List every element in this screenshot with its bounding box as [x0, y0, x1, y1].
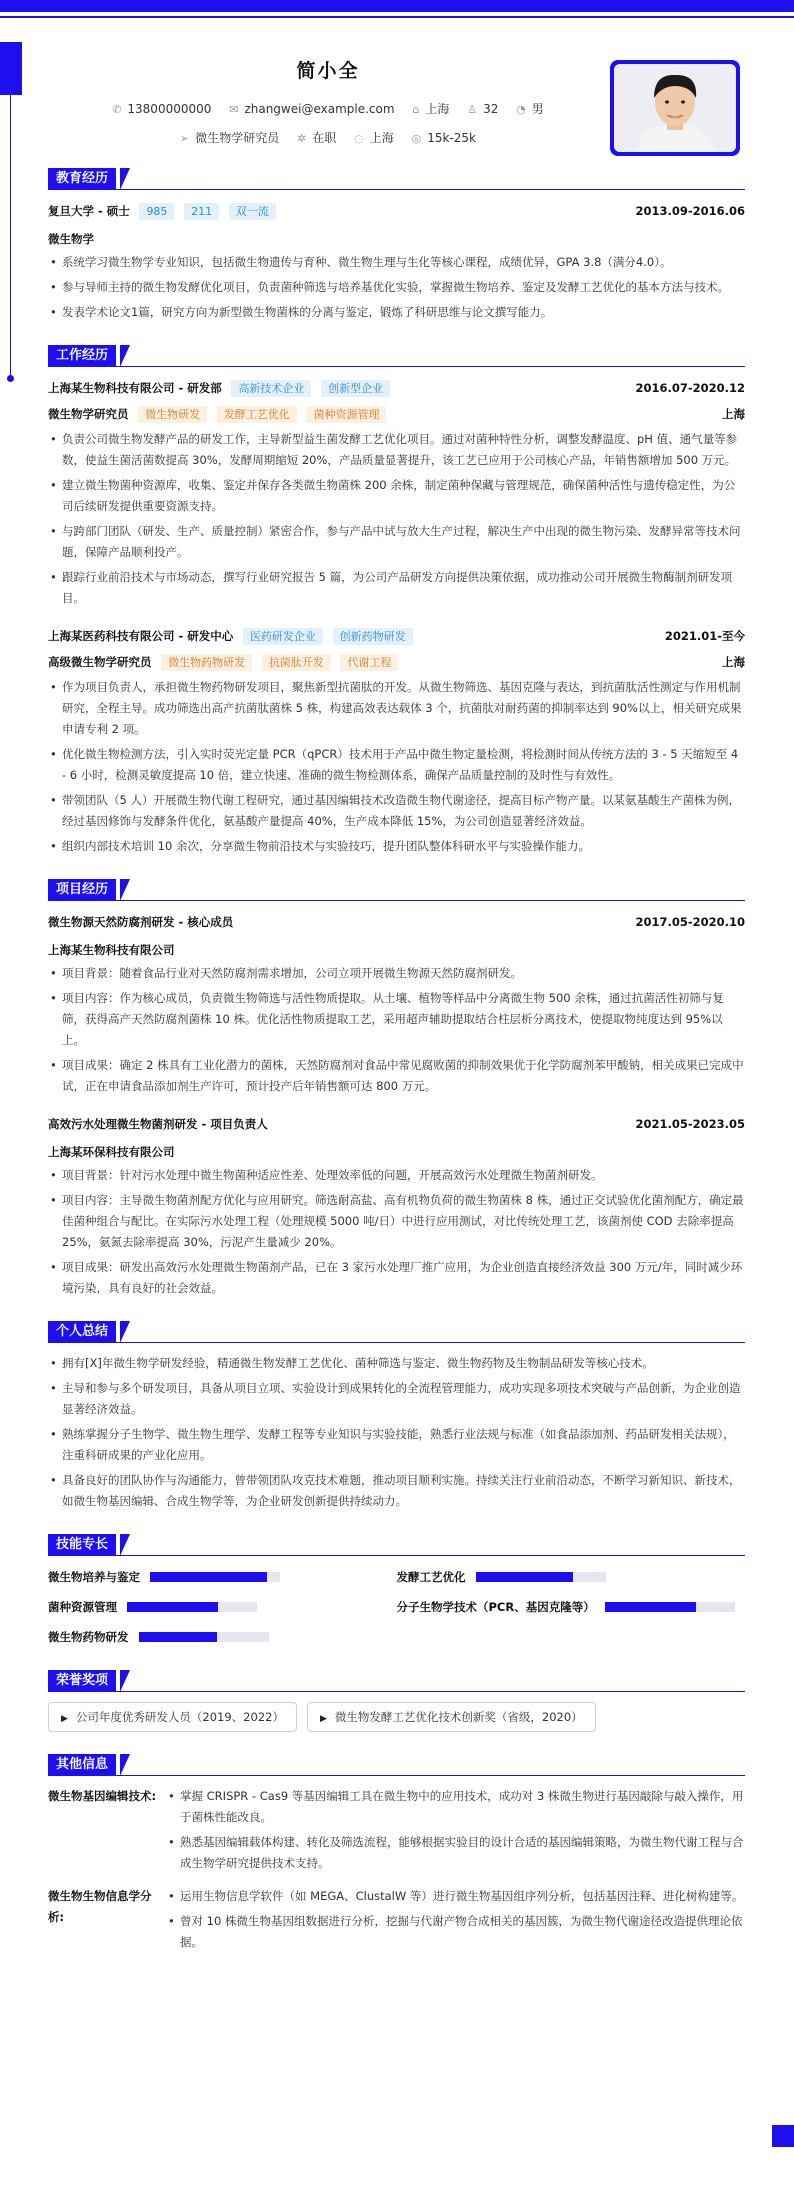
job-company-row [48, 377, 745, 399]
salary-icon: ◎ [411, 132, 422, 145]
project-date: 2021.05-2023.05 [635, 1117, 745, 1131]
age-icon: ♙ [467, 103, 478, 116]
skills-grid [48, 1566, 745, 1648]
list-item: • 跟踪行业前沿技术与市场动态，撰写行业研究报告 5 篇，为公司产品研发方向提供决策依据，成功推动公司开展微生物酶制剂研发项目。 [48, 567, 745, 609]
company-name: 上海某医药科技有限公司 - 研发中心 [48, 628, 234, 643]
phone-value: 13800000000 [127, 102, 212, 116]
resume-header [48, 0, 745, 160]
job-value: 微生物学研究员 [195, 131, 280, 145]
section-header [48, 1670, 745, 1692]
list-item: • 项目背景：针对污水处理中微生物菌种适应性差、处理效率低的问题，开展高效污水处理微生物菌剂研发。 [48, 1165, 745, 1186]
gender-item [516, 100, 544, 117]
list-item: • 组织内部技术培训 10 余次，分享微生物前沿技术与实验技巧，提升团队整体科研水平与实验操作能力。 [48, 836, 745, 857]
section-title-tail [120, 1321, 130, 1343]
skill-level-fill [150, 1572, 267, 1582]
list-item: • 系统学习微生物学专业知识，包括微生物遗传与育种、微生物生理与生化等核心课程，成绩优异，GPA 3.8（满分4.0）。 [48, 252, 745, 273]
expected-city-value: 上海 [369, 131, 394, 145]
job-position-row [48, 403, 745, 425]
section-title-tail [120, 1754, 130, 1776]
section-title: 技能专长 [48, 1534, 116, 1556]
salary-value: 15k-25k [427, 131, 476, 145]
summary-section [48, 1321, 745, 1512]
email-value: zhangwei@example.com [244, 102, 395, 116]
education-date: 2013.09-2016.06 [635, 204, 745, 218]
award-item [48, 1702, 297, 1732]
intent-row [48, 129, 608, 146]
other-group-list [166, 1786, 745, 1878]
job-date: 2016.07-2020.12 [635, 381, 745, 395]
section-header [48, 879, 745, 901]
company-name: 上海某生物科技有限公司 - 研发部 [48, 380, 222, 395]
location-icon: ◌ [354, 132, 364, 145]
list-item: • 拥有[X]年微生物学研发经验，精通微生物发酵工艺优化、菌种筛选与鉴定、微生物药物及生物制品研发等核心技术。 [48, 1353, 745, 1374]
section-title: 个人总结 [48, 1321, 116, 1343]
list-item: • 项目成果：确定 2 株具有工业化潜力的菌株，天然防腐剂对食品中常见腐败菌的抑制效果优于化学防腐剂苯甲酸钠，相关成果已完成中试，正在申请食品添加剂生产许可，预计投产后年销售额可达 800 万元。 [48, 1055, 745, 1097]
play-icon: ▶ [61, 1714, 68, 1724]
section-title-tail [120, 1670, 130, 1692]
contact-row [48, 100, 608, 117]
section-header [48, 1534, 745, 1556]
status-value: 在职 [312, 131, 337, 145]
awards-section [48, 1670, 745, 1732]
other-group-label: 微生物基因编辑技术: [48, 1789, 157, 1803]
avatar [614, 64, 736, 152]
position-tag: 抗菌肽开发 [262, 654, 331, 671]
list-item: • 项目内容：作为核心成员，负责微生物筛选与活性物质提取。从土壤、植物等样品中分离微生物 500 余株，通过抗菌活性初筛与复筛，获得高产天然防腐剂菌株 10 株。优化活性物质提取工艺，采用超声辅助提取结合柱层析分离技术，使提取物纯度达到 95%以上。 [48, 988, 745, 1051]
skill-level-fill [139, 1632, 217, 1642]
project-name: 微生物源天然防腐剂研发 - 核心成员 [48, 915, 234, 929]
work-section [48, 345, 745, 857]
list-item: • 曾对 10 株微生物基因组数据进行分析，挖掘与代谢产物合成相关的基因簇，为微生物代谢途径改造提供理论依据。 [166, 1911, 745, 1953]
play-icon: ▶ [319, 1714, 327, 1724]
section-title: 荣誉奖项 [48, 1670, 116, 1692]
company-tag: 医药研发企业 [243, 628, 323, 645]
list-item: • 熟悉基因编辑载体构建、转化及筛选流程，能够根据实验目的设计合适的基因编辑策略，为微生物代谢工程与合成生物学研究提供技术支持。 [166, 1832, 745, 1874]
job-position-row [48, 651, 745, 673]
gender-icon: ◔ [516, 103, 526, 116]
position-tag: 菌种资源管理 [306, 406, 386, 423]
job-duty-list [48, 429, 745, 609]
school-tag: 211 [184, 203, 219, 220]
skill-bar [476, 1572, 606, 1582]
project-title-row [48, 1113, 745, 1135]
avatar-portrait [614, 64, 736, 152]
list-item: • 优化微生物检测方法，引入实时荧光定量 PCR（qPCR）技术用于产品中微生物定量检测，将检测时间从传统方法的 3 - 5 天缩短至 4 - 6 小时，检测灵敏度提高 10 倍，建立快速、准确的微生物检测体系，确保产品质量控制的及时性与有效性。 [48, 744, 745, 786]
list-item: • 运用生物信息学软件（如 MEGA、ClustalW 等）进行微生物基因组序列分析，包括基因注释、进化树构建等。 [166, 1886, 745, 1907]
section-title: 项目经历 [48, 879, 116, 901]
section-header [48, 1754, 745, 1776]
job-company-row [48, 625, 745, 647]
position-name: 微生物学研究员 [48, 406, 129, 421]
other-section [48, 1754, 745, 1957]
school-tag: 双一流 [229, 203, 276, 220]
skill-item [48, 1596, 397, 1618]
summary-list [48, 1353, 745, 1512]
skill-bar [139, 1632, 269, 1642]
job-item [180, 129, 279, 146]
list-item: • 建立微生物菌种资源库，收集、鉴定并保存各类微生物菌株 200 余株，制定菌种保藏与管理规范，确保菌种活性与遗传稳定性，为公司后续研发提供重要资源支持。 [48, 475, 745, 517]
position-tag: 发酵工艺优化 [217, 406, 297, 423]
list-item: • 与跨部门团队（研发、生产、质量控制）紧密合作，参与产品中试与放大生产过程，解决生产中出现的微生物污染、发酵异常等技术问题，保障产品顺利投产。 [48, 521, 745, 563]
list-item: • 掌握 CRISPR - Cas9 等基因编辑工具在微生物中的应用技术，成功对 3 株微生物进行基因敲除与敲入操作，用于菌株性能改良。 [166, 1786, 745, 1828]
section-title-tail [120, 1534, 130, 1556]
job-location: 上海 [722, 407, 745, 421]
skill-level-fill [605, 1602, 696, 1612]
skill-name: 微生物培养与鉴定 [48, 1570, 140, 1584]
left-timeline-dot [7, 375, 14, 382]
list-item: • 负责公司微生物发酵产品的研发工作，主导新型益生菌发酵工艺优化项目。通过对菌种特性分析，调整发酵温度、pH 值、通气量等参数，使益生菌活菌数提高 30%，发酵周期缩短 20%，产品质量显著提升，该工艺已应用于公司核心产品，年销售额增加 500 万元。 [48, 429, 745, 471]
skill-bar [127, 1602, 257, 1612]
awards-list [48, 1702, 745, 1732]
job-date: 2021.01-至今 [664, 629, 745, 643]
company-tag: 创新药物研发 [333, 628, 413, 645]
list-item: • 带领团队（5 人）开展微生物代谢工程研究，通过基因编辑技术改造微生物代谢途径，提高目标产物产量。以某氨基酸生产菌株为例，经过基因修饰与发酵条件优化，氨基酸产量提高 40%，生产成本降低 15%，为公司创造显著经济效益。 [48, 790, 745, 832]
other-group-label: 微生物生物信息学分析: [48, 1889, 152, 1924]
home-icon: ⌂ [412, 103, 420, 116]
skill-name: 发酵工艺优化 [396, 1570, 466, 1584]
position-tag: 微生物药物研发 [161, 654, 252, 671]
skill-name: 菌种资源管理 [48, 1600, 117, 1614]
section-title-tail [120, 168, 130, 190]
section-title: 工作经历 [48, 345, 116, 367]
skill-name: 分子生物学技术（PCR、基因克隆等） [396, 1600, 595, 1614]
list-item: • 项目成果：研发出高效污水处理微生物菌剂产品，已在 3 家污水处理厂推广应用，为企业创造直接经济效益 300 万元/年，同时减少环境污染，具有良好的社会效益。 [48, 1257, 745, 1299]
skill-item [48, 1566, 397, 1588]
education-section [48, 168, 745, 323]
left-accent-block [0, 42, 22, 95]
education-row [48, 200, 745, 222]
city-value: 上海 [425, 102, 450, 116]
position-tag: 微生物研发 [138, 406, 207, 423]
skill-item [397, 1566, 746, 1588]
project-company: 上海某生物科技有限公司 [48, 943, 175, 957]
skill-item [48, 1626, 397, 1648]
list-item: • 参与导师主持的微生物发酵优化项目，负责菌种筛选与培养基优化实验，掌握微生物培养、鉴定及发酵工艺优化的基本方法与技术。 [48, 277, 745, 298]
skill-item [397, 1596, 746, 1618]
skill-level-fill [127, 1602, 218, 1612]
phone-item [112, 102, 211, 116]
section-title: 教育经历 [48, 168, 116, 190]
other-group-list [166, 1886, 745, 1957]
list-item: • 项目背景：随着食品行业对天然防腐剂需求增加，公司立项开展微生物源天然防腐剂研发。 [48, 963, 745, 984]
list-item: • 作为项目负责人，承担微生物药物研发项目，聚焦新型抗菌肽的开发。从微生物筛选、基因克隆与表达，到抗菌肽活性测定与作用机制研究，全程主导。成功筛选出高产抗菌肽菌株 5 株，构建高效表达载体 3 个，抗菌肽对耐药菌的抑制率达到 90%以上，相关研究成果申请专利 2 项。 [48, 677, 745, 740]
project-detail-list [48, 963, 745, 1097]
email-icon: ✉ [229, 103, 239, 116]
job-duty-list [48, 677, 745, 857]
project-detail-list [48, 1165, 745, 1299]
left-timeline-line [10, 95, 11, 378]
status-icon: ✲ [297, 132, 307, 145]
skill-name: 微生物药物研发 [48, 1630, 129, 1644]
section-header [48, 345, 745, 367]
award-label: 公司年度优秀研发人员（2019、2022） [75, 1710, 284, 1724]
school-name: 复旦大学 - 硕士 [48, 203, 130, 218]
major: 微生物学 [48, 232, 94, 246]
job-location: 上海 [722, 655, 745, 669]
list-item: • 具备良好的团队协作与沟通能力，曾带领团队攻克技术难题，推动项目顺利实施。持续关注行业前沿动态，不断学习新知识、新技术，如微生物基因编辑、合成生物学等，为企业研发创新提供持续动力。 [48, 1470, 745, 1512]
position-name: 高级微生物学研究员 [48, 654, 152, 669]
list-item: • 项目内容：主导微生物菌剂配方优化与应用研究。筛选耐高盐、高有机物负荷的微生物菌株 8 株，通过正交试验优化菌剂配方，确定最佳菌种组合与配比。在实际污水处理工程（处理规模 5000 吨/日）中进行应用测试，对比传统处理工艺，该菌剂使 COD 去除率提高 25%，氨氮去除率提高 30%，污泥产生量减少 20%。 [48, 1190, 745, 1253]
other-group [48, 1786, 745, 1878]
send-icon: ➢ [180, 132, 190, 145]
list-item: • 熟练掌握分子生物学、微生物生理学、发酵工程等专业知识与实验技能，熟悉行业法规与标准（如食品添加剂、药品研发相关法规），注重科研成果的产业化应用。 [48, 1424, 745, 1466]
award-label: 微生物发酵工艺优化技术创新奖（省级，2020） [334, 1710, 583, 1724]
school-tag: 985 [139, 203, 174, 220]
list-item: • 发表学术论文1篇，研究方向为新型微生物菌株的分离与鉴定，锻炼了科研思维与论文撰写能力。 [48, 302, 745, 323]
gender-value: 男 [531, 102, 544, 116]
skill-bar [605, 1602, 735, 1612]
skill-level-fill [476, 1572, 574, 1582]
profile-photo [610, 60, 740, 156]
city-item [412, 100, 449, 117]
project-company: 上海某环保科技有限公司 [48, 1145, 175, 1159]
expected-city-item [354, 129, 394, 146]
project-date: 2017.05-2020.10 [635, 915, 745, 929]
list-item: • 主导和参与多个研发项目，具备从项目立项、实验设计到成果转化的全流程管理能力，成功实现多项技术突破与产品创新，为企业创造显著经济效益。 [48, 1378, 745, 1420]
project-title-row [48, 911, 745, 933]
other-group [48, 1886, 745, 1957]
project-name: 高效污水处理微生物菌剂研发 - 项目负责人 [48, 1117, 268, 1131]
section-title-tail [120, 345, 130, 367]
skills-section [48, 1534, 745, 1648]
resume-page [48, 0, 745, 1963]
salary-item [412, 131, 476, 145]
company-tag: 创新型企业 [321, 380, 390, 397]
email-item [229, 102, 394, 116]
education-list [48, 252, 745, 323]
skill-bar [150, 1572, 280, 1582]
section-title: 其他信息 [48, 1754, 116, 1776]
company-tag: 高新技术企业 [231, 380, 311, 397]
right-accent-block [772, 2125, 794, 2147]
candidate-name: 简小全 [296, 60, 360, 82]
section-title-tail [120, 879, 130, 901]
age-item [467, 102, 498, 116]
position-tag: 代谢工程 [340, 654, 398, 671]
phone-icon: ✆ [112, 103, 122, 116]
status-item [297, 129, 336, 146]
award-item [307, 1702, 596, 1732]
age-value: 32 [483, 102, 499, 116]
section-header [48, 168, 745, 190]
section-header [48, 1321, 745, 1343]
projects-section [48, 879, 745, 1299]
